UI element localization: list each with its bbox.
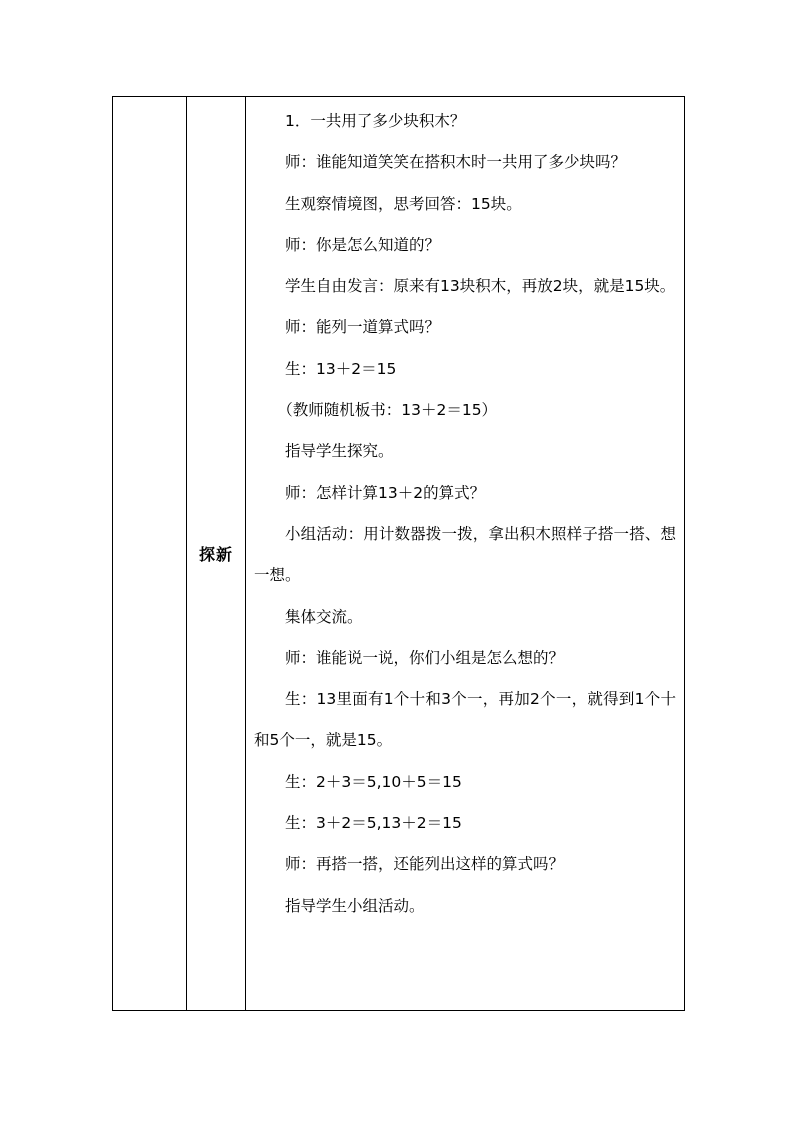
lesson-table: [112, 96, 685, 1011]
paragraph: 生：2＋3＝5,10＋5＝15: [285, 772, 462, 791]
paragraph: 师：再搭一搭，还能列出这样的算式吗？: [285, 855, 565, 874]
paragraph: 师：谁能知道笑笑在搭积木时一共用了多少块吗？: [285, 153, 627, 172]
paragraph: 指导学生探究。: [285, 442, 394, 461]
table-row: [113, 97, 685, 1011]
paragraph: 生：13＋2＝15: [285, 359, 397, 378]
paragraph: 集体交流。: [285, 607, 363, 626]
lesson-content: [246, 97, 684, 927]
paragraph: 师：怎样计算13＋2的算式？: [285, 483, 486, 502]
paragraph: （教师随机板书：13＋2＝15）: [277, 401, 498, 420]
paragraph: 师：能列一道算式吗？: [285, 318, 441, 337]
empty-left-cell: [113, 97, 187, 1011]
paragraph: 小组活动：用计数器拨一拨，拿出积木照样子搭一搭、想一想。: [254, 524, 676, 585]
paragraph: 师：谁能说一说，你们小组是怎么想的？: [285, 648, 565, 667]
content-cell: [246, 97, 685, 1011]
paragraph: 1．一共用了多少块积木？: [285, 112, 466, 130]
paragraph: 师：你是怎么知道的？: [285, 235, 441, 254]
paragraph: 指导学生小组活动。: [285, 896, 425, 915]
paragraph: 学生自由发言：原来有13块积木，再放2块，就是15块。: [285, 277, 676, 296]
paragraph: 生：3＋2＝5,13＋2＝15: [285, 814, 462, 833]
paragraph: 生观察情境图，思考回答：15块。: [285, 194, 522, 213]
section-label: 探新: [187, 97, 246, 1011]
paragraph: 生：13里面有1个十和3个一，再加2个一，就得到1个十和5个一，就是15。: [254, 690, 676, 750]
